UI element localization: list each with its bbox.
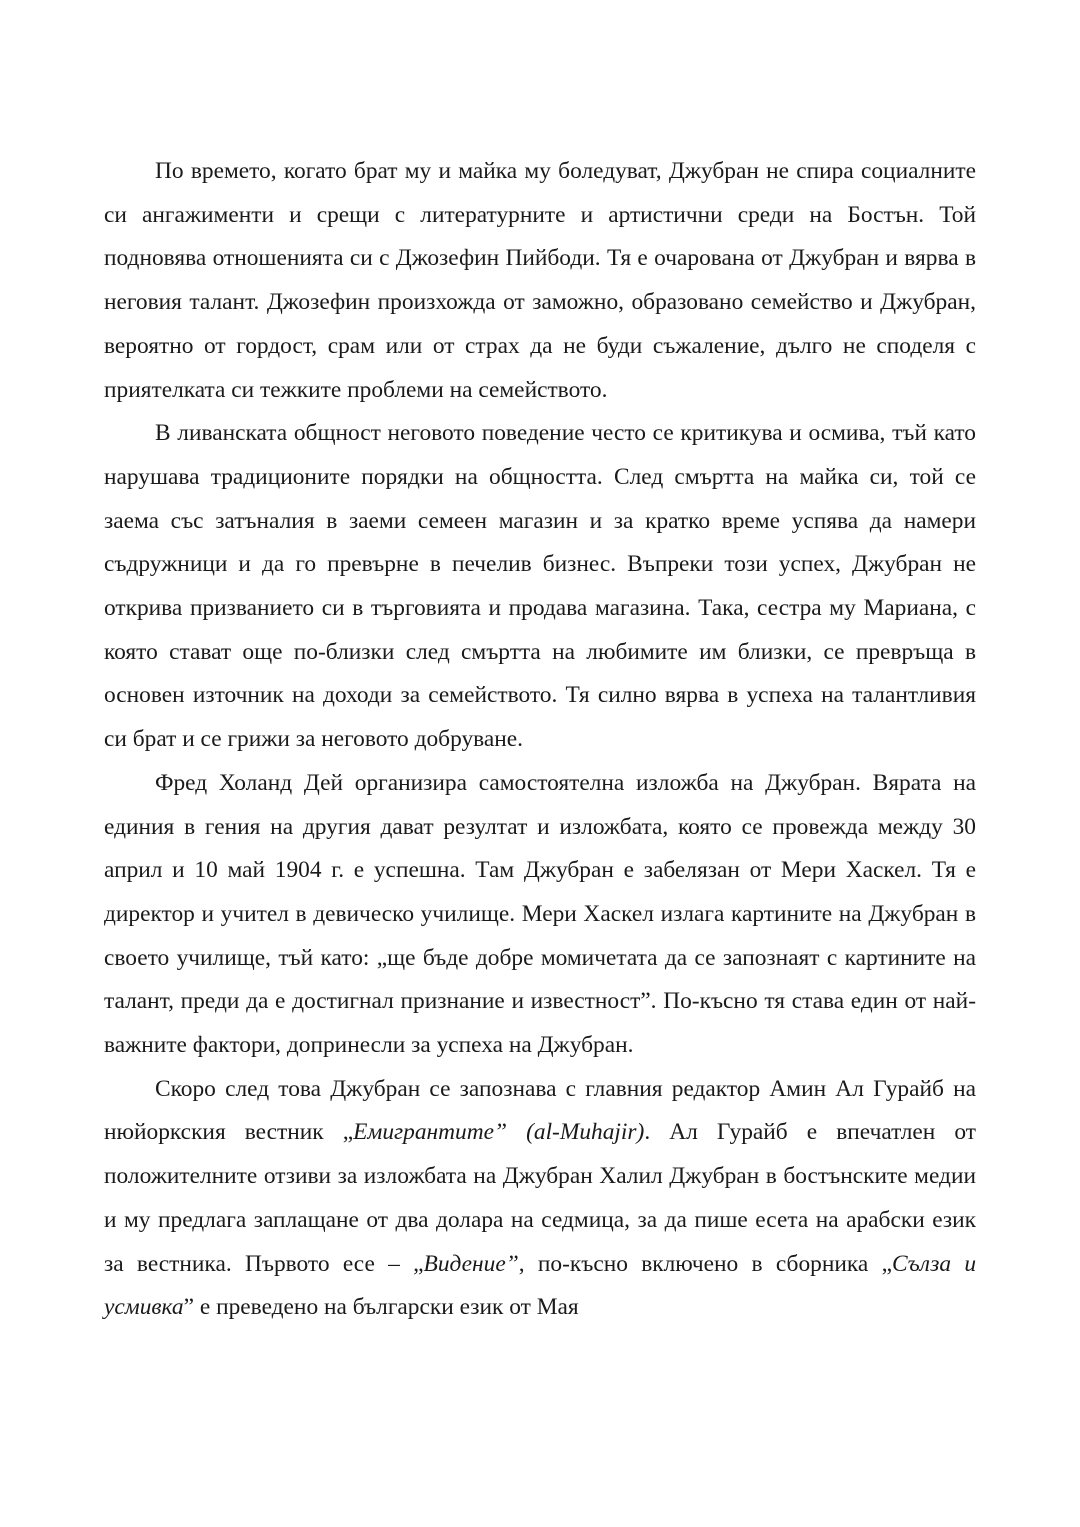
paragraph-text: Скоро след това Джубран се запознава с главния редактор Амин Ал Гурайб на нюйоркския вестник „	[104, 1075, 976, 1146]
paragraph-4	[104, 1068, 976, 1330]
collection-title: Сълза и усмивка	[104, 1250, 977, 1321]
paragraph-text: ” е преведено на български език от Мая	[183, 1294, 579, 1321]
paragraph-text: Фред Холанд Дей организира самостоятелна изложба на Джубран. Вярата на единия в гения на другия дават резултат и изложбата, която се провежда между 30 април и 10 май 1904 г. е успешна. Там Джубран е забелязан от Мери Хаскел. Тя е директор и учител в девическо училище. Мери Хаскел излага картините на Джубран в своето училище, тъй като: „ще бъде добре момичетата да се запознаят с картините на талант, преди да е достигнал признание и известност”. По-късно тя става един от най-важните фактори, допринесли за успеха на Джубран.	[104, 769, 976, 1059]
paragraph-3	[104, 762, 976, 1068]
paragraph-text: По времето, когато брат му и майка му боледуват, Джубран не спира социалните си ангажименти и срещи с литературните и артистични среди на Бостън. Той подновява отношенията си с Джозефин Пийбоди. Тя е очарована от Джубран и вярва в неговия талант. Джозефин произхожда от заможно, образовано семейство и Джубран, вероятно от гордост, срам или от страх да не буди съжаление, дълго не споделя с приятелката си тежките проблеми на семейството.	[104, 158, 976, 403]
paragraph-text: , по-късно включено в сборника „	[518, 1250, 892, 1277]
document-page	[104, 150, 976, 1330]
essay-title: Видение”	[423, 1250, 519, 1277]
paragraph-1	[104, 150, 976, 412]
paragraph-text: . Ал Гурайб е впечатлен от положителните отзиви за изложбата на Джубран Халил Джубран в бостънските медии и му предлага заплащане от два долара на седмица, за да пише есета на арабски език за вестника. Първото есе – „	[104, 1119, 976, 1277]
newspaper-title: Емигрантите” (al-Muhajir)	[353, 1119, 645, 1146]
paragraph-2	[104, 412, 976, 762]
paragraph-text: В ливанската общност неговото поведение често се критикува и осмива, тъй като нарушава традиционите порядки на общността. След смъртта на майка си, той се заема със затъналия в заеми семеен магазин и за кратко време успява да намери съдружници и да го превърне в печелив бизнес. Въпреки този успех, Джубран не открива призванието си в търговията и продава магазина. Така, сестра му Мариана, с която стават още по-близки след смъртта на любимите им близки, се превръща в основен източник на доходи за семейството. Тя силно вярва в успеха на талантливия си брат и се грижи за неговото добруване.	[104, 420, 976, 753]
